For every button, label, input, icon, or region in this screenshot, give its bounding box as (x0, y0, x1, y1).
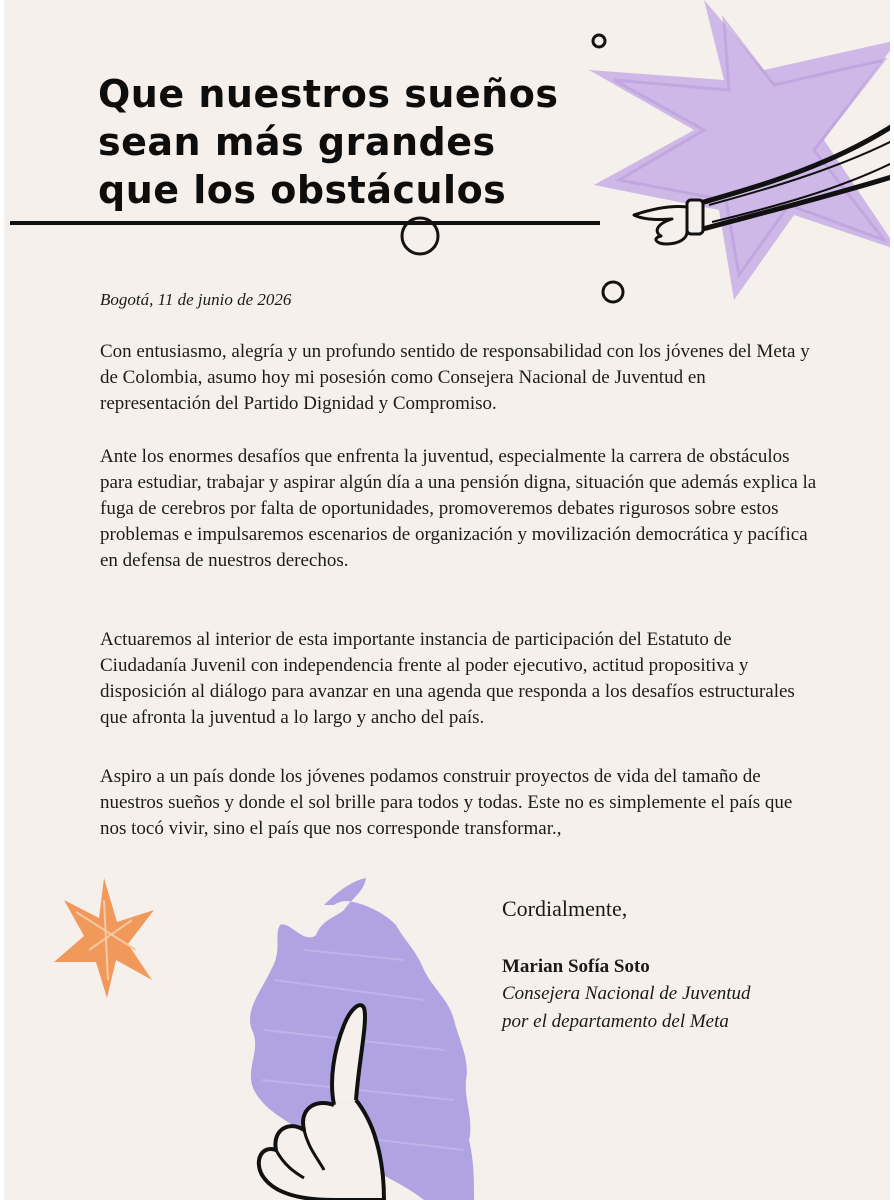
orange-star-icon (54, 878, 154, 998)
signer-role-line-2: por el departamento del Meta (502, 1011, 729, 1032)
lavender-star-icon (589, 0, 894, 300)
paragraph-4: Aspiro a un país donde los jóvenes podamos construir proyectos de vida del tamaño de nuestros sueños y donde el sol brille para todos y todas. Este no es simplemente el país que nos tocó vivir, sino el país que nos corresponde transformar., (100, 766, 793, 839)
title-line: sean más grandes (98, 120, 496, 164)
paragraph-1: Con entusiasmo, alegría y un profundo sentido de responsabilidad con los jóvenes del Meta y de Colombia, asumo hoy mi posesión como Consejera Nacional de Juventud en representación del Partido Dignidad y Compromiso. (100, 341, 810, 414)
closing-salutation: Cordialmente, (502, 896, 628, 921)
page-title (98, 70, 618, 214)
title-line: Que nuestros sueños (98, 72, 559, 116)
paragraph-2: Ante los enormes desafíos que enfrenta la juventud, especialmente la carrera de obstáculos para estudiar, trabajar y aspirar algún día a una pensión digna, situación que además explica la fuga de cerebros por falta de oportunidades, promoveremos debates rigurosos sobre estos problemas e impulsaremos escenarios de organización y movilización democrática y pacífica en defensa de nuestros derechos. (100, 446, 817, 571)
title-line: que los obstáculos (98, 168, 507, 212)
raised-finger-hand-icon (259, 1005, 384, 1200)
small-circle-icon (603, 282, 623, 302)
paragraph-3: Actuaremos al interior de esta importante instancia de participación del Estatuto de Ciudadanía Juvenil con independencia frente al poder ejecutivo, actitud propositiva y disposición al diálogo para avanzar en una agenda que responda a los desafíos estructurales que afronta la juventud a lo largo y ancho del país. (100, 629, 795, 728)
letter-date: Bogotá, 11 de junio de 2026 (100, 290, 292, 309)
signer-name: Marian Sofía Soto (502, 956, 650, 977)
small-circle-icon (593, 35, 605, 47)
title-divider (10, 221, 600, 225)
pointing-hand-icon (634, 125, 894, 244)
colombia-map-icon (250, 878, 474, 1200)
signer-role-line-1: Consejera Nacional de Juventud (502, 983, 751, 1004)
